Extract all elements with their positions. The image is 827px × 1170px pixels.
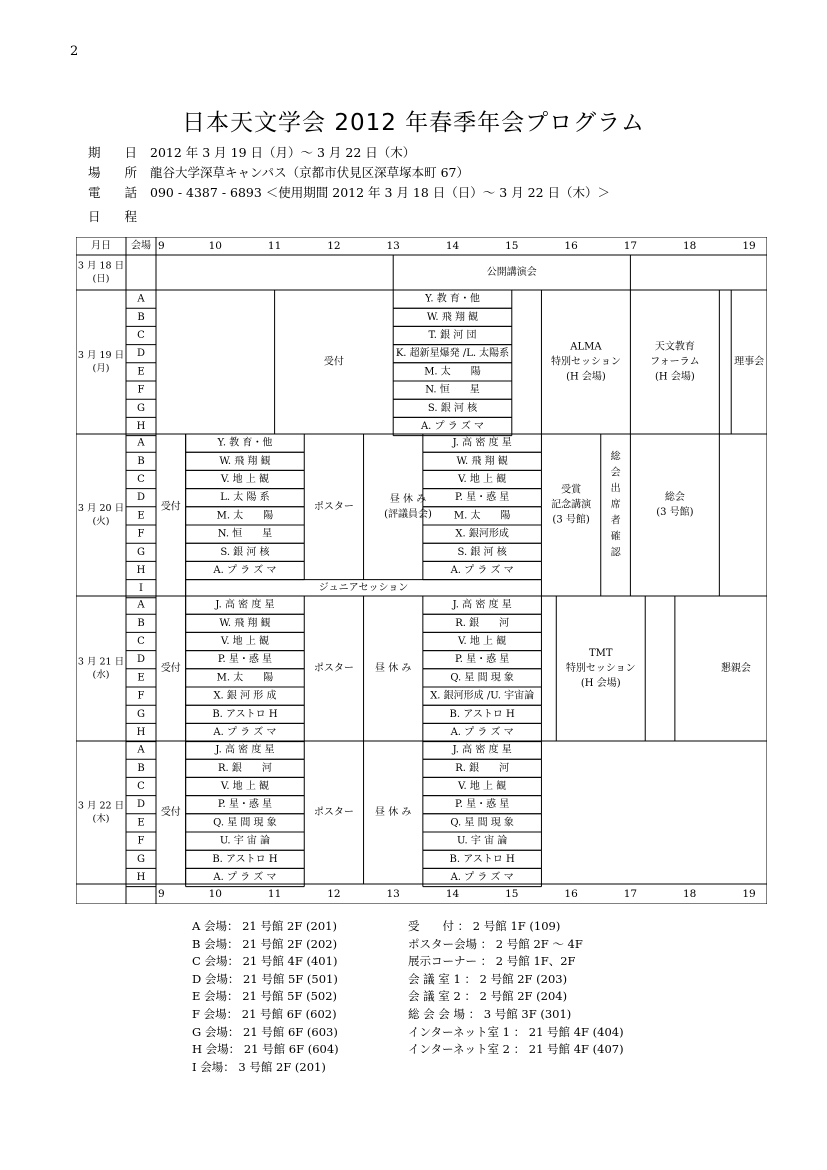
info-phone [88,183,610,201]
session-am: M. 太 陽 [216,672,274,684]
session-pm: Y. 教 育・他 [425,293,480,305]
reception: 受付 [160,501,181,513]
session-pm: X. 銀河形成 [455,528,509,540]
session-am: V. 地 上 観 [220,474,270,485]
room-letter: G [137,546,145,558]
info-label: 日 程 [88,209,147,224]
session-pm: A. プ ラ ズ マ [420,421,485,432]
page-title: 日本天文学会 2012 年春季年会プログラム [182,110,645,136]
tmt-session: 特別セッション [565,663,636,674]
lunch-break: 昼 休 み [375,663,412,674]
room-letter: C [137,330,145,341]
room-letter: G [137,402,145,414]
info-label: 期 日 [88,145,147,160]
day-date: (木) [92,813,110,825]
session-pm: B. アストロ H [449,853,515,865]
footer-hour: 14 [445,888,460,900]
room-letter: B [137,455,145,467]
venue-item: D 会場： 21 号館 5F (501) [192,971,338,986]
general-attendance: 者 [610,515,621,527]
day-date: (水) [92,669,110,681]
room-letter: A [137,744,145,756]
room-letter: H [136,872,146,883]
tmt-session: (H 会場) [580,678,621,689]
session-am: A. プ ラ ズ マ [213,872,277,883]
session-pm: M. 太 陽 [453,510,511,522]
footer-hour: 19 [742,888,756,900]
venue-item: 展示コーナー ： 2 号館 1F、2F [408,954,576,969]
session-am: V. 地 上 観 [220,636,270,647]
footer-hour: 10 [208,888,222,900]
session-am: W. 飛 翔 観 [219,617,271,629]
header-hour: 19 [742,240,756,252]
venue-item: I 会場： 3 号館 2F (201) [192,1059,326,1074]
room-letter: D [136,492,146,504]
session-pm: J. 高 密 度 星 [452,744,512,756]
session-am: N. 恒 星 [217,528,273,540]
education-forum: 天文教育 [654,341,695,353]
header-hour: 13 [386,240,400,252]
header-date: 月日 [91,240,111,252]
info-schedule [88,207,150,225]
session-pm: V. 地 上 観 [458,474,507,485]
day-date: 3 月 20 日 [77,503,125,514]
public-lecture: 公開講演会 [486,267,537,278]
session-pm: J. 高 密 度 星 [452,437,512,449]
room-letter: F [137,528,145,540]
session-pm: P. 星・惑 星 [455,654,510,666]
session-pm: V. 地 上 観 [458,636,507,647]
general-attendance: 確 [610,531,621,543]
award-lecture: (3 号館) [552,514,590,526]
footer-hour: 15 [505,888,519,900]
general-meeting: (3 号館) [656,507,694,518]
header-hour: 10 [208,240,222,252]
session-am: B. アストロ H [212,853,278,865]
venue-item: B 会場： 21 号館 2F (202) [192,936,338,951]
award-lecture: 記念講演 [551,499,592,511]
session-am: J. 高 密 度 星 [215,744,275,756]
session-pm: A. プ ラ ズ マ [450,727,514,738]
session-pm: B. アストロ H [449,708,515,720]
room-letter: B [137,311,145,323]
venue-item: 総 会 会 場 ： 3 号館 3F (301) [408,1006,572,1021]
venue-item: インターネット室 2 ： 21 号館 4F (407) [408,1042,624,1057]
footer-hour: 16 [564,888,578,900]
session-pm: U. 宇 宙 論 [457,835,508,847]
session-am: Q. 星 間 現 象 [213,817,277,829]
session-am: L. 太 陽 系 [220,492,270,504]
alma-session: (H 会場) [566,371,606,383]
session-am: U. 宇 宙 論 [219,835,271,847]
session-pm: W. 飛 翔 観 [426,311,479,323]
venue-list-facilities [408,918,624,1059]
info-value: 龍谷大学深草キャンパス（京都市伏見区深草塚本町 67） [150,165,470,180]
venue-list-rooms [192,918,339,1076]
day-date: 3 月 21 日 [77,656,125,668]
board-meeting: 理事会 [734,356,765,368]
header-hour: 9 [158,240,165,252]
alma-session: 特別セッション [551,356,621,368]
info-place [88,163,469,181]
day-date: (日) [92,273,110,285]
header-hour: 15 [505,240,519,252]
session-am: Y. 教 育・他 [217,437,273,449]
session-pm: J. 高 密 度 星 [452,599,512,611]
session-pm: M. 太 陽 [424,366,481,378]
page-number: 2 [70,44,79,59]
footer-hour: 17 [623,888,638,900]
general-meeting: 総会 [664,492,685,503]
room-letter: H [136,421,146,432]
general-attendance: 総 [610,451,621,463]
room-letter: B [137,762,145,774]
schedule-table [76,237,767,904]
header-hour: 16 [564,240,578,252]
session-am: P. 星・惑 星 [217,654,273,666]
header-hour: 11 [267,240,282,252]
header-hour: 17 [623,240,638,252]
alma-session: ALMA [570,341,602,353]
venue-item: C 会場： 21 号館 4F (401) [192,954,338,969]
room-letter: G [137,708,145,720]
session-pm: Q. 星 間 現 象 [450,817,514,829]
room-letter: F [137,384,145,396]
header-hour: 12 [327,240,341,252]
award-lecture: 受賞 [561,484,582,496]
room-letter: H [136,727,146,738]
footer-hour: 9 [158,888,165,900]
session-pm: N. 恒 星 [425,384,480,396]
venue-item: インターネット室 1 ： 21 号館 4F (404) [408,1024,624,1039]
lunch-break: 昼 休 み [389,493,427,505]
venue-item: G 会場： 21 号館 6F (603) [192,1024,338,1039]
junior-session: ジュニアセッション [318,582,409,594]
general-attendance: 出 [610,483,621,495]
general-attendance: 会 [610,467,621,479]
footer-hour: 18 [683,888,697,900]
session-am: R. 銀 河 [218,762,272,774]
room-letter: I [139,583,143,595]
footer-hour: 11 [267,888,282,900]
room-letter: D [136,654,146,666]
info-label: 電 話 [88,185,147,200]
session-pm: S. 銀 河 核 [457,546,507,558]
info-value: 090 - 4387 - 6893 ＜使用期間 2012 年 3 月 18 日（日）〜 3 月 22 日（木）＞ [150,185,611,200]
session-pm: W. 飛 翔 観 [456,455,508,467]
session-pm: R. 銀 河 [455,617,510,629]
info-value: 2012 年 3 月 19 日（月）〜 3 月 22 日（木） [150,145,416,160]
session-pm: V. 地 上 観 [458,781,507,792]
room-letter: F [137,835,145,847]
room-letter: D [136,348,146,360]
venue-item: F 会場： 21 号館 6F (602) [192,1006,337,1021]
reception: 受付 [160,663,181,674]
poster: ポスター [313,807,354,818]
lunch-break: 昼 休 み [375,807,412,818]
session-am: J. 高 密 度 星 [215,599,275,611]
banquet: 懇親会 [720,663,751,674]
venue-item: H 会場： 21 号館 6F (604) [192,1042,339,1057]
venue-item: ポスター会場 ： 2 号館 2F 〜 4F [408,936,583,951]
day-date: 3 月 22 日 [77,800,125,812]
session-pm: A. プ ラ ズ マ [450,565,514,576]
session-pm: K. 超新星爆発 /L. 太陽系 [395,348,510,360]
info-label: 場 所 [88,165,147,180]
session-am: V. 地 上 観 [220,781,270,792]
reception: 受付 [323,356,344,368]
lunch-break: (評議員会) [384,508,432,520]
session-am: A. プ ラ ズ マ [213,727,277,738]
reception: 受付 [160,807,181,818]
venue-item: 受 付 ： 2 号館 1F (109) [408,919,561,933]
header-hour: 18 [683,240,697,252]
day-date: 3 月 18 日 [77,260,125,272]
info-date [88,143,415,161]
room-letter: E [137,672,145,684]
footer-hour: 13 [386,888,400,900]
venue-item: A 会場： 21 号館 2F (201) [192,919,337,933]
poster: ポスター [313,501,354,513]
day-date: (火) [92,516,110,527]
room-letter: A [137,599,145,611]
session-am: S. 銀 河 核 [220,546,270,558]
session-am: M. 太 陽 [216,510,274,522]
general-attendance: 認 [610,547,621,559]
session-pm: Q. 星 間 現 象 [450,672,514,684]
venue-item: 会 議 室 1 ： 2 号館 2F (203) [408,971,568,986]
room-letter: B [137,617,145,629]
session-am: W. 飛 翔 観 [219,455,271,467]
venue-item: 会 議 室 2 ： 2 号館 2F (204) [408,989,568,1004]
education-forum: フォーラム [650,356,700,368]
room-letter: F [137,690,145,702]
education-forum: (H 会場) [655,371,695,383]
session-am: X. 銀 河 形 成 [213,690,277,702]
room-letter: H [136,565,146,576]
room-letter: C [137,474,145,485]
session-pm: S. 銀 河 核 [427,402,478,414]
session-pm: P. 星・惑 星 [455,799,510,811]
session-pm: A. プ ラ ズ マ [450,872,514,883]
room-letter: E [137,817,145,829]
day-date: 3 月 19 日 [77,350,125,361]
session-am: B. アストロ H [212,708,278,720]
footer-hour: 12 [327,888,341,900]
room-letter: A [137,437,145,449]
general-attendance: 席 [610,499,621,511]
room-letter: E [137,510,145,522]
session-am: A. プ ラ ズ マ [213,565,277,576]
tmt-session: TMT [588,648,613,659]
poster: ポスター [313,663,354,674]
session-pm: R. 銀 河 [455,762,510,774]
room-letter: D [136,799,146,811]
room-letter: E [137,366,145,378]
room-letter: G [137,853,145,865]
day-date: (月) [92,363,110,374]
room-letter: C [137,636,145,647]
session-pm: X. 銀河形成 /U. 宇宙論 [430,690,535,702]
session-pm: P. 星・惑 星 [455,492,510,504]
session-am: P. 星・惑 星 [217,799,273,811]
header-hour: 14 [445,240,460,252]
room-letter: C [137,781,145,792]
session-pm: T. 銀 河 団 [428,330,477,341]
venue-item: E 会場： 21 号館 5F (502) [192,989,338,1004]
header-room: 会場 [131,240,151,252]
room-letter: A [137,293,145,305]
